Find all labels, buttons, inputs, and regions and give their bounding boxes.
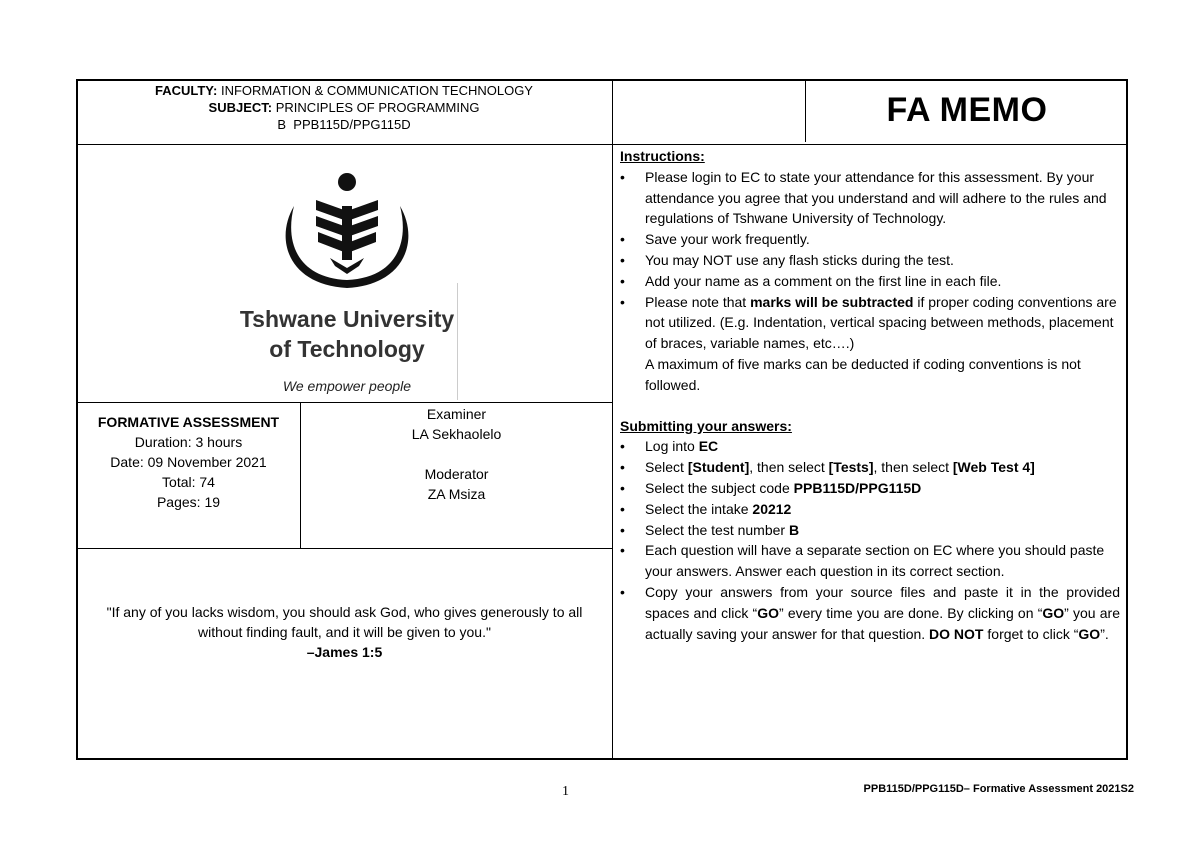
list-item: • Add your name as a comment on the first line in each file. bbox=[620, 271, 1120, 292]
list-item: • Each question will have a separate section on EC where you should paste your answers. Answer each question in its correct section. bbox=[620, 540, 1120, 582]
submitting-heading: Submitting your answers: bbox=[620, 417, 792, 434]
examiner-label: Examiner bbox=[426, 406, 487, 422]
list-item: • You may NOT use any flash sticks during the test. bbox=[620, 250, 1120, 271]
quote-text: "If any of you lacks wisdom, you should ask God, who gives generously to all without finding fault, and it will be given to you." bbox=[106, 604, 583, 640]
list-item: • Please note that marks will be subtracted if proper coding conventions are not utilized. (E.g. Indentation, vertical spacing between methods, placement of braces, variable names, etc….) A maximum of five marks can be deducted if coding conventions is not followed. bbox=[620, 292, 1120, 396]
list-item: • Please login to EC to state your attendance for this assessment. By your attendance you agree that you understand and will adhere to the rules and regulations of Tshwane University of Technology. bbox=[620, 167, 1120, 229]
submitting-list bbox=[620, 436, 1120, 644]
header-info bbox=[76, 79, 613, 145]
list-item: • Select the intake 20212 bbox=[620, 499, 1120, 520]
list-item: • Select the test number B bbox=[620, 520, 1120, 541]
list-item: • Copy your answers from your source files and paste it in the provided spaces and click “GO” every time you are done. By clicking on “GO” you are actually saving your answer for that question. DO NOT forget to click “GO”. bbox=[620, 582, 1120, 644]
university-logo bbox=[234, 170, 460, 400]
subject-line: SUBJECT: PRINCIPLES OF PROGRAMMING bbox=[208, 100, 480, 115]
faculty-line: FACULTY: INFORMATION & COMMUNICATION TECHNOLOGY bbox=[155, 83, 533, 98]
list-item: • Select [Student], then select [Tests], then select [Web Test 4] bbox=[620, 457, 1120, 478]
staff-details bbox=[301, 403, 612, 549]
logo-name-line2: of Technology bbox=[269, 336, 425, 362]
instructions-panel bbox=[620, 146, 1120, 644]
list-item: • Log into EC bbox=[620, 436, 1120, 457]
list-item: • Save your work frequently. bbox=[620, 229, 1120, 250]
quote-source: –James 1:5 bbox=[306, 644, 383, 660]
assessment-duration: Duration: 3 hours bbox=[134, 434, 243, 450]
instructions-heading: Instructions: bbox=[620, 148, 705, 164]
list-item: • Select the subject code PPB115D/PPG115D bbox=[620, 478, 1120, 499]
logo-border-line bbox=[457, 283, 458, 400]
footer-course-label: PPB115D/PPG115D– Formative Assessment 2021S2 bbox=[863, 783, 1134, 795]
assessment-pages: Pages: 19 bbox=[156, 494, 221, 510]
examiner-name: LA Sekhaolelo bbox=[411, 426, 502, 442]
subject-code-line: B PPB115D/PPG115D bbox=[277, 117, 411, 132]
column-divider bbox=[612, 144, 613, 759]
page-number: 1 bbox=[562, 784, 569, 799]
logo-tagline: We empower people bbox=[282, 378, 412, 394]
memo-title: FA MEMO bbox=[805, 79, 1128, 142]
assessment-title: FORMATIVE ASSESSMENT bbox=[97, 414, 280, 430]
assessment-total: Total: 74 bbox=[162, 474, 215, 490]
moderator-name: ZA Msiza bbox=[427, 486, 486, 502]
assessment-date: Date: 09 November 2021 bbox=[110, 454, 267, 470]
assessment-details bbox=[77, 403, 301, 549]
logo-name-line1: Tshwane University bbox=[239, 306, 455, 332]
scripture-quote bbox=[77, 549, 612, 758]
moderator-label: Moderator bbox=[424, 466, 489, 482]
instructions-list bbox=[620, 167, 1120, 396]
tut-emblem-icon bbox=[234, 170, 460, 305]
